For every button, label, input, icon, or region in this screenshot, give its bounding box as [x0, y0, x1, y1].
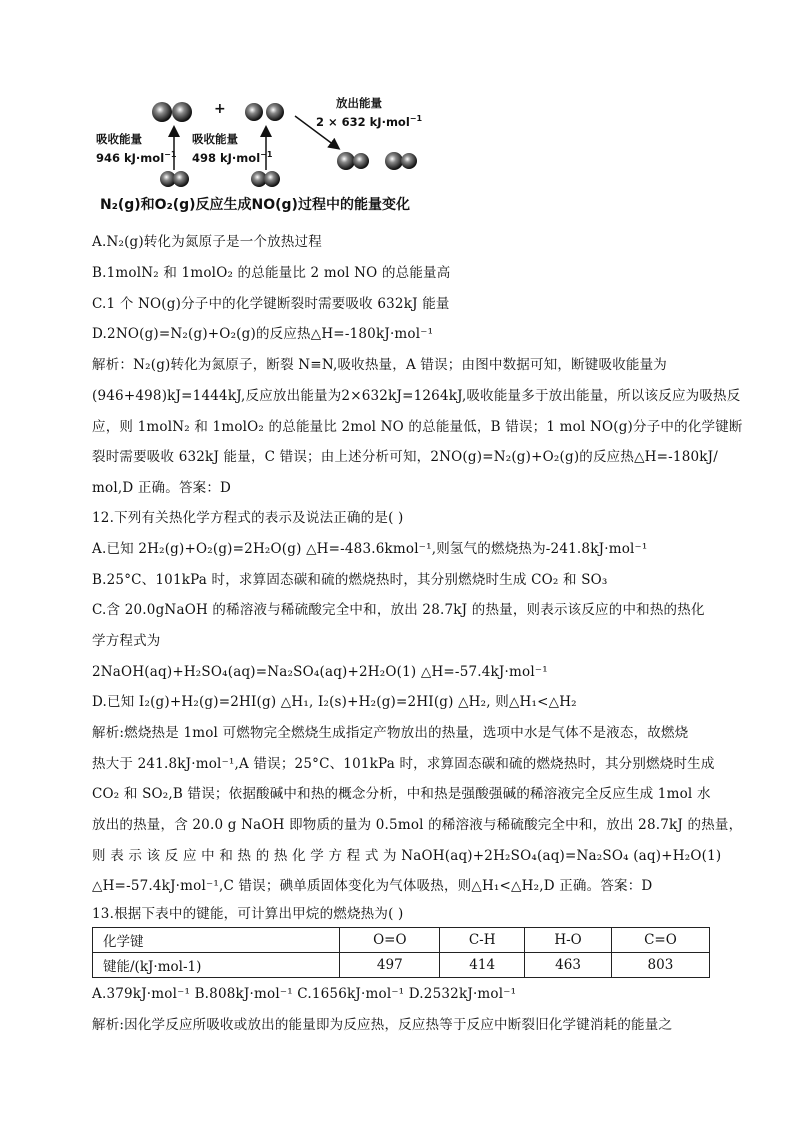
table-row [93, 953, 710, 978]
q12-explanation-line: △H=-57.4kJ·mol⁻¹,C 错误；碘单质固体变化为气体吸热，则△H₁<△H₂,D 正确。答案：D [92, 878, 653, 894]
absorb-energy-label-1: 吸收能量 [96, 132, 142, 146]
table-header-cell: H-O [525, 928, 612, 953]
table-cell: 键能/(kJ·mol-1) [93, 953, 340, 978]
absorb-energy-label-2: 吸收能量 [192, 132, 238, 146]
o-atom [266, 103, 284, 121]
q12-option-c-cont: 学方程式为 [92, 633, 161, 649]
no-molecule-atom [337, 152, 355, 170]
table-header-cell: O=O [340, 928, 440, 953]
no-molecule-atom [385, 152, 403, 170]
bond-energy-table [92, 927, 710, 978]
table-header-cell: 化学键 [93, 928, 340, 953]
plus-sign: + [214, 101, 226, 117]
release-energy-value: 2 × 632 kJ·mol$^{-1}$ [316, 114, 423, 129]
q12-option-c: C.含 20.0gNaOH 的稀溶液与稀硫酸完全中和，放出 28.7kJ 的热量，则表示该反应的中和热的热化 [92, 602, 705, 618]
no-molecule-atom [353, 153, 369, 169]
q11-explanation-line: 解析：N₂(g)转化为氮原子，断裂 N≡N,吸收热量，A 错误；由图中数据可知，断键吸收能量为 [92, 357, 667, 373]
q12-option-b: B.25°C、101kPa 时，求算固态碳和硫的燃烧热时，其分别燃烧时生成 CO₂ 和 SO₃ [92, 572, 608, 588]
q11-option-b: B.1molN₂ 和 1molO₂ 的总能量比 2 mol NO 的总能量高 [92, 265, 451, 281]
q12-explanation-line: 则 表 示 该 反 应 中 和 热 的 热 化 学 方 程 式 为 NaOH(aq)+2H₂SO₄(aq)=Na₂SO₄ (aq)+H₂O(1) [92, 848, 722, 864]
q12-explanation-line: 热大于 241.8kJ·mol⁻¹,A 错误；25°C、101kPa 时，求算固态碳和硫的燃烧热时，其分别燃烧时生成 [92, 756, 715, 772]
n2-molecule-atom [173, 171, 189, 187]
o2-molecule-atom [264, 171, 280, 187]
absorb-energy-value-2: 498 kJ·mol$^{-1}$ [192, 150, 273, 165]
q11-explanation-line: mol,D 正确。答案：D [92, 480, 232, 496]
o-atom [245, 103, 263, 121]
table-cell: 497 [340, 953, 440, 978]
q12-explanation-line: CO₂ 和 SO₂,B 错误；依据酸碱中和热的概念分析，中和热是强酸强碱的稀溶液完全反应生成 1mol 水 [92, 786, 711, 802]
q11-explanation-line: 应，则 1molN₂ 和 1molO₂ 的总能量比 2mol NO 的总能量低，B 错误；1 mol NO(g)分子中的化学键断 [92, 419, 743, 435]
q13-explanation-line: 解析:因化学反应所吸收或放出的能量即为反应热，反应热等于反应中断裂旧化学键消耗的能量之 [92, 1017, 673, 1033]
table-header-cell: C-H [440, 928, 525, 953]
q12-explanation-line: 解析:燃烧热是 1mol 可燃物完全燃烧生成指定产物放出的热量，选项中水是气体不是液态，故燃烧 [92, 725, 689, 741]
q11-explanation-line: (946+498)kJ=1444kJ,反应放出能量为2×632kJ=1264kJ,吸收能量多于放出能量，所以该反应为吸热反 [92, 388, 741, 404]
table-header-row [93, 928, 710, 953]
q12-option-c-equation: 2NaOH(aq)+H₂SO₄(aq)=Na₂SO₄(aq)+2H₂O(1) △H=-57.4kJ·mol⁻¹ [92, 664, 548, 680]
q12-option-a: A.已知 2H₂(g)+O₂(g)=2H₂O(g) △H=-483.6kmol⁻¹,则氢气的燃烧热为-241.8kJ·mol⁻¹ [92, 541, 648, 557]
no-molecule-atom [401, 153, 417, 169]
absorb-energy-value-1: 946 kJ·mol$^{-1}$ [96, 150, 177, 165]
q11-explanation-line: 裂时需要吸收 632kJ 能量，C 错误；由上述分析可知，2NO(g)=N₂(g)+O₂(g)的反应热△H=-180kJ/ [92, 449, 719, 465]
q12-explanation-line: 放出的热量，含 20.0 g NaOH 即物质的量为 0.5mol 的稀溶液与稀硫酸完全中和，放出 28.7kJ 的热量， [92, 817, 743, 833]
q13-stem: 13.根据下表中的键能，可计算出甲烷的燃烧热为( ) [92, 906, 404, 922]
q13-options: A.379kJ·mol⁻¹ B.808kJ·mol⁻¹ C.1656kJ·mol⁻¹ D.2532kJ·mol⁻¹ [92, 986, 517, 1002]
n-atom [152, 102, 172, 122]
release-energy-label: 放出能量 [336, 96, 382, 110]
table-header-cell: C=O [611, 928, 709, 953]
table-cell: 414 [440, 953, 525, 978]
n-atom [172, 102, 192, 122]
table-cell: 463 [525, 953, 612, 978]
q12-stem: 12.下列有关热化学方程式的表示及说法正确的是( ) [92, 510, 404, 526]
energy-diagram [92, 90, 432, 215]
q11-option-a: A.N₂(g)转化为氮原子是一个放热过程 [92, 234, 322, 250]
q12-option-d: D.已知 I₂(g)+H₂(g)=2HI(g) △H₁, I₂(s)+H₂(g)=2HI(g) △H₂, 则△H₁<△H₂ [92, 694, 577, 710]
q11-option-c: C.1 个 NO(g)分子中的化学键断裂时需要吸收 632kJ 能量 [92, 296, 450, 312]
table-cell: 803 [611, 953, 709, 978]
figure-caption: N₂(g)和O₂(g)反应生成NO(g)过程中的能量变化 [100, 197, 410, 213]
q11-option-d: D.2NO(g)=N₂(g)+O₂(g)的反应热△H=-180kJ·mol⁻¹ [92, 326, 434, 342]
